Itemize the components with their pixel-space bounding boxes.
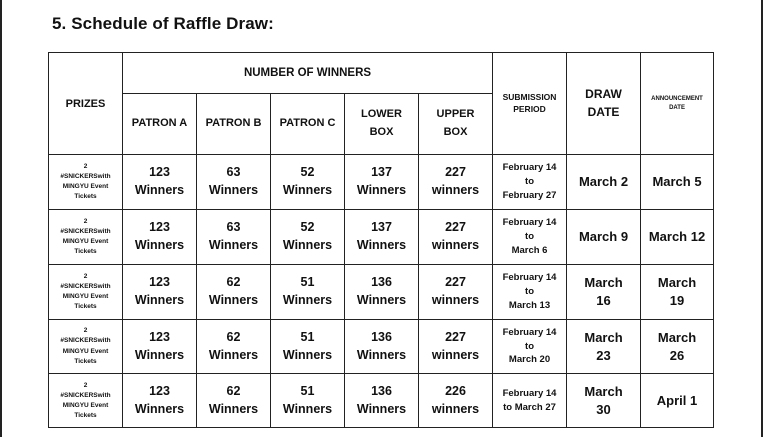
raffle-rows bbox=[49, 155, 714, 428]
table-row bbox=[49, 264, 714, 319]
submission-period-cell: February 14 to March 27 bbox=[493, 374, 567, 428]
lower-box-cell: 136 Winners bbox=[345, 264, 419, 319]
header-submission-period: SUBMISSION PERIOD bbox=[493, 53, 567, 155]
header-lower-box: LOWER BOX bbox=[345, 94, 419, 155]
table-row bbox=[49, 209, 714, 264]
announcement-date-cell: March 12 bbox=[641, 209, 714, 264]
submission-period-cell: February 14 to March 20 bbox=[493, 319, 567, 374]
announcement-date-cell: March 19 bbox=[641, 264, 714, 319]
patron-a-cell: 123 Winners bbox=[123, 374, 197, 428]
header-patron-c: PATRON C bbox=[271, 94, 345, 155]
patron-c-cell: 51 Winners bbox=[271, 264, 345, 319]
lower-box-cell: 137 Winners bbox=[345, 155, 419, 210]
prize-cell: 2 #SNICKERSwith MINGYU Event Tickets bbox=[49, 155, 123, 210]
draw-date-cell: March 9 bbox=[567, 209, 641, 264]
patron-b-cell: 63 Winners bbox=[197, 209, 271, 264]
draw-date-cell: March 23 bbox=[567, 319, 641, 374]
header-draw-date: DRAW DATE bbox=[567, 53, 641, 155]
patron-a-cell: 123 Winners bbox=[123, 264, 197, 319]
raffle-schedule-table bbox=[48, 52, 714, 428]
lower-box-cell: 137 Winners bbox=[345, 209, 419, 264]
patron-a-cell: 123 Winners bbox=[123, 319, 197, 374]
header-upper-box: UPPER BOX bbox=[419, 94, 493, 155]
patron-c-cell: 52 Winners bbox=[271, 209, 345, 264]
announcement-date-cell: April 1 bbox=[641, 374, 714, 428]
patron-b-cell: 62 Winners bbox=[197, 264, 271, 319]
submission-period-cell: February 14 to March 13 bbox=[493, 264, 567, 319]
prize-cell: 2 #SNICKERSwith MINGYU Event Tickets bbox=[49, 319, 123, 374]
upper-box-cell: 227 winners bbox=[419, 155, 493, 210]
prize-cell: 2 #SNICKERSwith MINGYU Event Tickets bbox=[49, 374, 123, 428]
upper-box-cell: 227 winners bbox=[419, 319, 493, 374]
header-patron-a: PATRON A bbox=[123, 94, 197, 155]
draw-date-cell: March 30 bbox=[567, 374, 641, 428]
patron-c-cell: 51 Winners bbox=[271, 374, 345, 428]
draw-date-cell: March 2 bbox=[567, 155, 641, 210]
patron-c-cell: 52 Winners bbox=[271, 155, 345, 210]
draw-date-cell: March 16 bbox=[567, 264, 641, 319]
header-number-of-winners: NUMBER OF WINNERS bbox=[123, 53, 493, 94]
page-edge-left bbox=[0, 0, 2, 437]
lower-box-cell: 136 Winners bbox=[345, 374, 419, 428]
submission-period-cell: February 14 to March 6 bbox=[493, 209, 567, 264]
table-row bbox=[49, 155, 714, 210]
announcement-date-cell: March 26 bbox=[641, 319, 714, 374]
section-title: 5. Schedule of Raffle Draw: bbox=[52, 14, 274, 33]
patron-b-cell: 62 Winners bbox=[197, 374, 271, 428]
header-prizes: PRIZES bbox=[49, 53, 123, 155]
table-row bbox=[49, 319, 714, 374]
header-announcement-date: ANNOUNCEMENT DATE bbox=[641, 53, 714, 155]
upper-box-cell: 227 winners bbox=[419, 264, 493, 319]
lower-box-cell: 136 Winners bbox=[345, 319, 419, 374]
patron-a-cell: 123 Winners bbox=[123, 209, 197, 264]
prize-cell: 2 #SNICKERSwith MINGYU Event Tickets bbox=[49, 209, 123, 264]
header-patron-b: PATRON B bbox=[197, 94, 271, 155]
submission-period-cell: February 14 to February 27 bbox=[493, 155, 567, 210]
upper-box-cell: 226 winners bbox=[419, 374, 493, 428]
patron-b-cell: 62 Winners bbox=[197, 319, 271, 374]
prize-cell: 2 #SNICKERSwith MINGYU Event Tickets bbox=[49, 264, 123, 319]
page-edge-right bbox=[761, 0, 763, 437]
table-row bbox=[49, 374, 714, 428]
header-row-top bbox=[49, 53, 714, 94]
patron-b-cell: 63 Winners bbox=[197, 155, 271, 210]
patron-a-cell: 123 Winners bbox=[123, 155, 197, 210]
patron-c-cell: 51 Winners bbox=[271, 319, 345, 374]
announcement-date-cell: March 5 bbox=[641, 155, 714, 210]
upper-box-cell: 227 winners bbox=[419, 209, 493, 264]
